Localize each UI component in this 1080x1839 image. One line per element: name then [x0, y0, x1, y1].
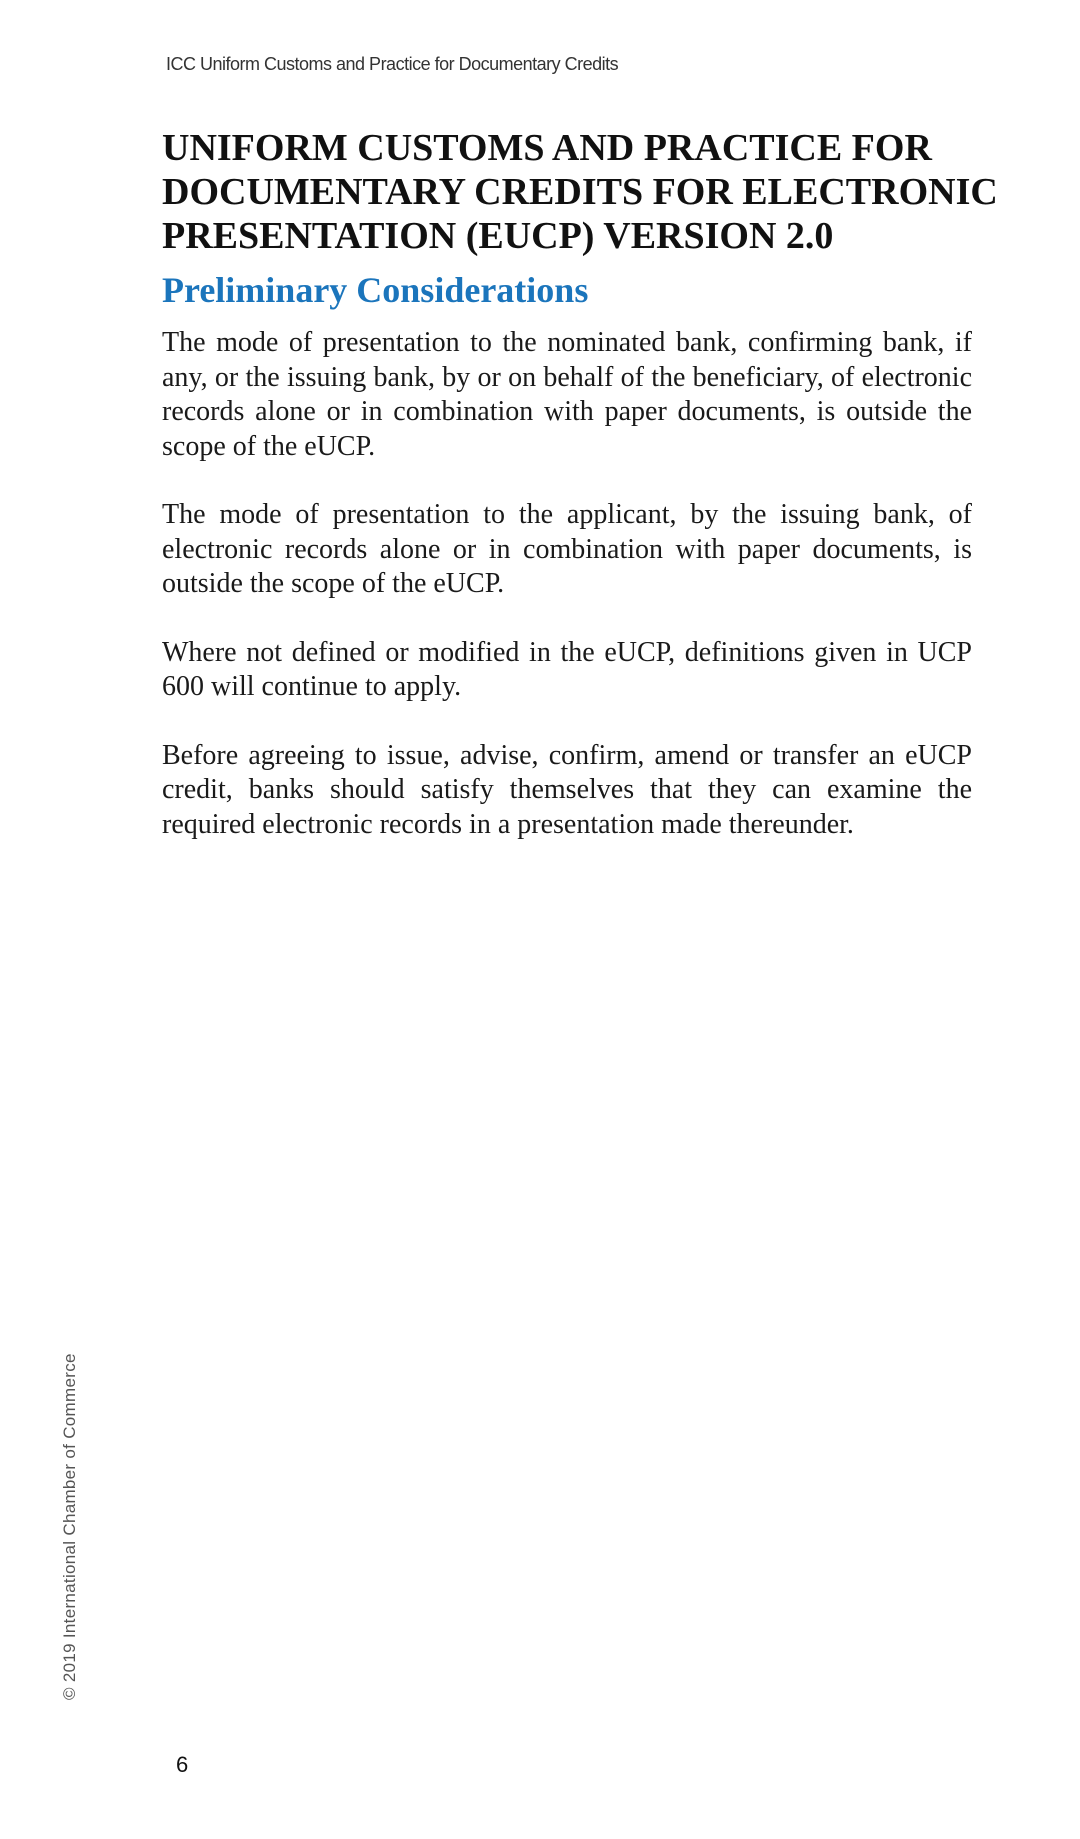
- paragraph-bank-examination: Before agreeing to issue, advise, confirm, amend or transfer an eUCP credit, banks should satisfy themselves that they can examine the required electronic records in a presentation made thereunder.: [162, 739, 972, 840]
- document-title-line-2: DOCUMENTARY CREDITS FOR ELECTRONIC: [162, 171, 998, 213]
- section-heading: Preliminary Considerations: [162, 270, 589, 310]
- copyright-notice: © 2019 International Chamber of Commerce: [60, 1353, 79, 1700]
- paragraph-definitions: Where not defined or modified in the eUCP, definitions given in UCP 600 will continue to apply.: [162, 636, 972, 702]
- document-title-line-1: UNIFORM CUSTOMS AND PRACTICE FOR: [162, 127, 932, 169]
- page-number: 6: [176, 1752, 189, 1777]
- document-title: [162, 126, 998, 258]
- document-title-line-3: PRESENTATION (EUCP) VERSION 2.0: [162, 215, 834, 257]
- body-text: [162, 326, 972, 876]
- paragraph-presentation-to-bank: The mode of presentation to the nominated bank, confirming bank, if any, or the issuing bank, by or on behalf of the beneficiary, of electronic records alone or in combination with paper documents, is outside the scope of the eUCP.: [162, 327, 972, 462]
- paragraph-presentation-to-applicant: The mode of presentation to the applicant, by the issuing bank, of electronic records alone or in combination with paper documents, is outside the scope of the eUCP.: [162, 499, 972, 599]
- running-header: ICC Uniform Customs and Practice for Documentary Credits: [166, 54, 619, 74]
